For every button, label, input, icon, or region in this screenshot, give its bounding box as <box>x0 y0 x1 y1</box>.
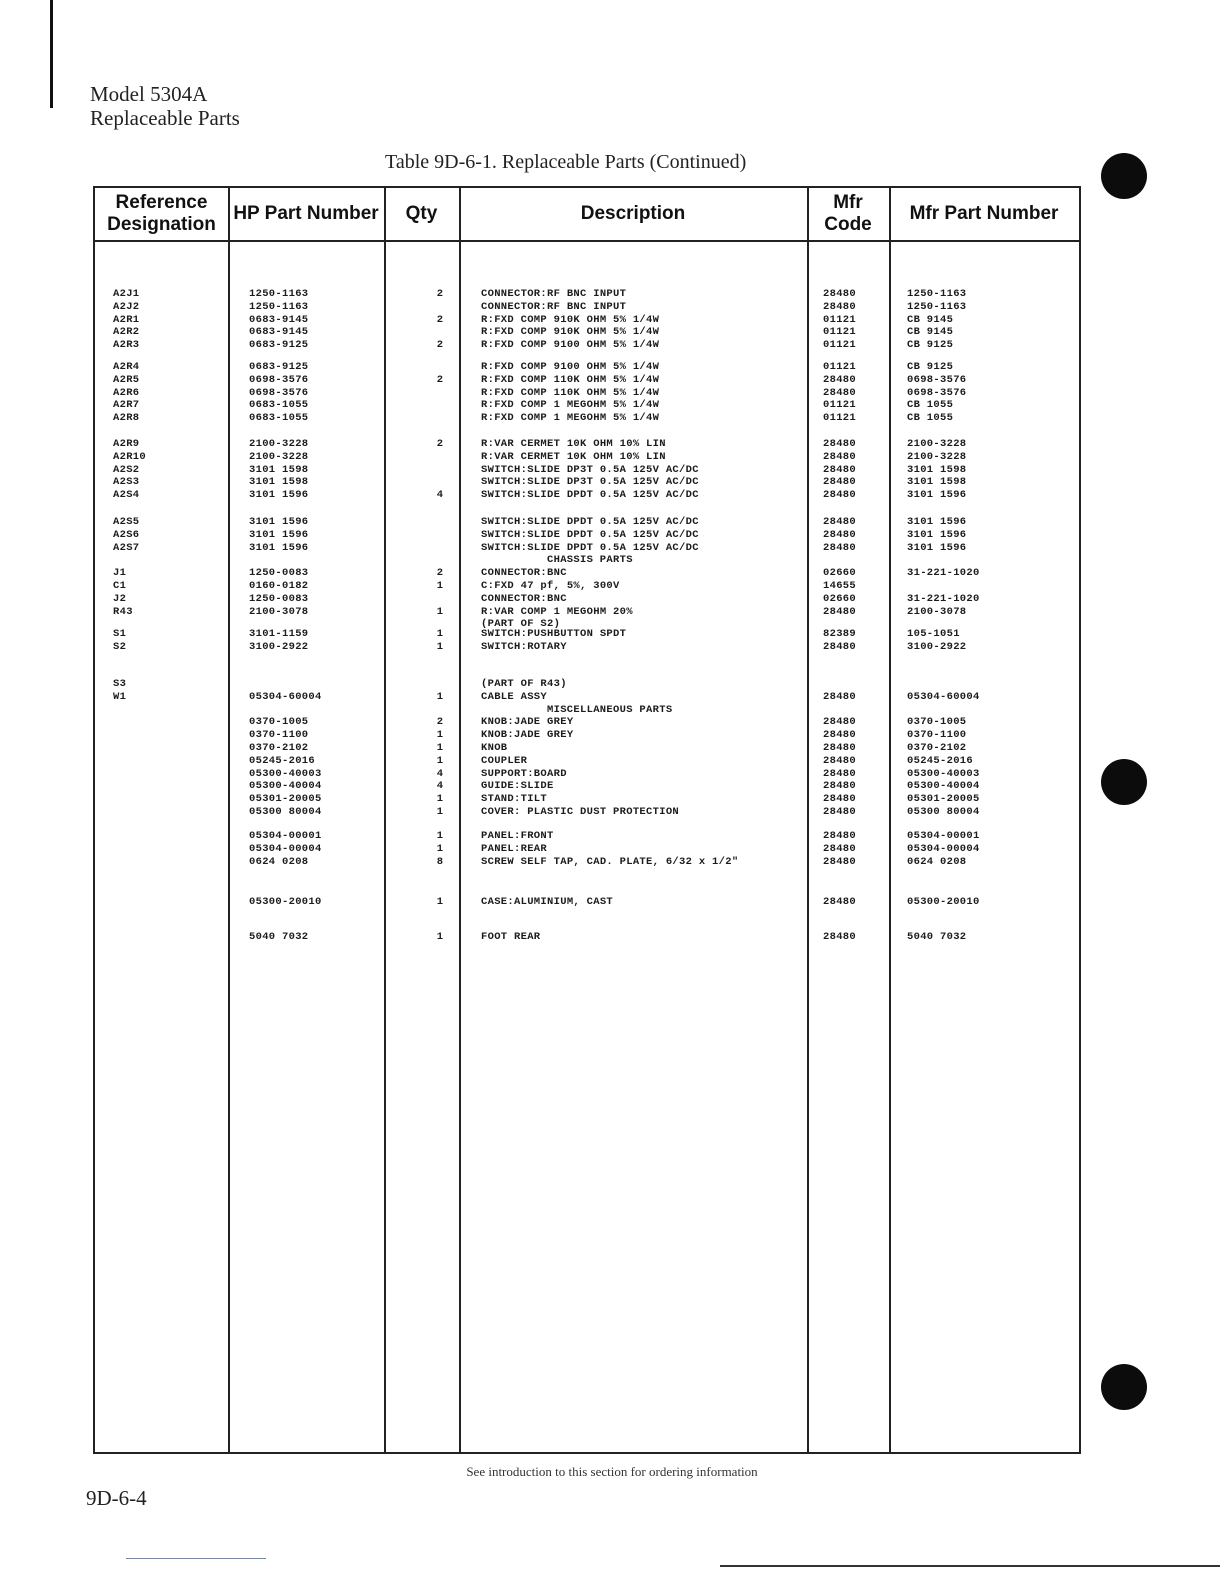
mfr-code-cell: 28480 <box>823 855 857 868</box>
description-cell: C:FXD 47 pf, 5%, 300V <box>481 580 620 592</box>
description-cell: SWITCH:SLIDE DPDT 0.5A 125V AC/DC <box>481 516 699 528</box>
description-cell: SCREW SELF TAP, CAD. PLATE, 6/32 x 1/2" <box>481 855 739 868</box>
description-cell: SWITCH:SLIDE DP3T 0.5A 125V AC/DC <box>481 476 699 489</box>
hp-part-number-cell: 2100-3228 <box>249 450 309 463</box>
hp-part-number-cell: 05304-00004 <box>249 842 322 855</box>
reference-designation-cell: S3 <box>113 678 127 690</box>
table-row <box>95 580 1079 593</box>
qty-cell: 4 <box>436 767 444 780</box>
description-cell: SUPPORT:BOARD <box>481 767 567 780</box>
table-row <box>95 451 1079 464</box>
qty-cell: 1 <box>436 580 444 592</box>
mfr-part-number-cell: 05300 80004 <box>907 806 980 818</box>
mfr-code-cell: 28480 <box>823 541 857 554</box>
hp-part-number-cell: 0370-1100 <box>249 729 309 742</box>
reference-designation-cell: A2R5 <box>113 373 140 386</box>
qty-cell: 1 <box>436 830 444 842</box>
description-cell: CASE:ALUMINIUM, CAST <box>481 896 614 908</box>
section-heading-row <box>95 554 1079 567</box>
section-heading-row <box>95 704 1079 717</box>
mfr-part-number-cell: 1250-1163 <box>907 288 967 300</box>
table-row <box>95 606 1079 619</box>
hp-part-number-cell: 1250-1163 <box>249 300 309 313</box>
table-title: Table 9D-6-1. Replaceable Parts (Continued) <box>385 151 747 173</box>
bottom-rule <box>126 1558 266 1559</box>
mfr-code-cell: 28480 <box>823 830 857 842</box>
description-cell: SWITCH:ROTARY <box>481 640 567 653</box>
reference-designation-cell: A2J2 <box>113 300 140 313</box>
table-row <box>95 476 1079 489</box>
mfr-part-number-cell: CB 9125 <box>907 361 954 373</box>
reference-designation-cell: A2R1 <box>113 313 140 326</box>
qty-cell: 1 <box>436 742 444 754</box>
mfr-part-number-cell: CB 9145 <box>907 313 954 326</box>
qty-cell: 1 <box>436 896 444 908</box>
mfr-part-number-cell: 3101 1598 <box>907 476 967 489</box>
table-row <box>95 768 1079 781</box>
table-row <box>95 399 1079 412</box>
table-row <box>95 288 1079 301</box>
mfr-code-cell: 28480 <box>823 386 857 399</box>
description-cell: R:FXD COMP 910K OHM 5% 1/4W <box>481 326 660 339</box>
description-cell: KNOB:JADE GREY <box>481 716 574 729</box>
mfr-part-number-cell: 105-1051 <box>907 628 960 640</box>
table-row <box>95 489 1079 502</box>
mfr-code-cell: 28480 <box>823 489 857 502</box>
reference-designation-cell: A2R9 <box>113 438 140 450</box>
punch-hole-middle <box>1101 759 1147 805</box>
model-title: Model 5304A <box>90 82 208 106</box>
col-header-reference-designation: Reference Designation <box>107 192 216 235</box>
table-row <box>95 641 1079 654</box>
mfr-part-number-cell: 31-221-1020 <box>907 567 980 580</box>
hp-part-number-cell: 1250-0083 <box>249 592 309 605</box>
reference-designation-cell: A2R6 <box>113 386 140 399</box>
description-cell: SWITCH:SLIDE DPDT 0.5A 125V AC/DC <box>481 541 699 554</box>
mfr-code-cell: 28480 <box>823 780 857 793</box>
table-row <box>95 464 1079 477</box>
hp-part-number-cell: 3101 1596 <box>249 489 309 502</box>
table-row <box>95 438 1079 451</box>
mfr-code-cell: 02660 <box>823 567 857 580</box>
table-row <box>95 593 1079 606</box>
mfr-code-cell: 28480 <box>823 463 857 476</box>
qty-cell: 8 <box>436 855 444 868</box>
reference-designation-cell: A2R8 <box>113 412 140 425</box>
qty-cell: 2 <box>436 373 444 386</box>
qty-cell: 1 <box>436 931 444 943</box>
mfr-part-number-cell: 3101 1598 <box>907 463 967 476</box>
hp-part-number-cell: 05304-00001 <box>249 830 322 842</box>
description-cell: CONNECTOR:BNC <box>481 592 567 605</box>
mfr-part-number-cell: 05304-60004 <box>907 690 980 703</box>
description-cell: KNOB <box>481 742 508 754</box>
description-cell: CONNECTOR:RF BNC INPUT <box>481 300 627 313</box>
hp-part-number-cell: 3101 1596 <box>249 541 309 554</box>
reference-designation-cell: A2S4 <box>113 489 140 502</box>
qty-cell: 4 <box>436 780 444 793</box>
mfr-code-cell: 28480 <box>823 842 857 855</box>
table-row <box>95 339 1079 352</box>
hp-part-number-cell: 0683-9125 <box>249 361 309 373</box>
qty-cell: 2 <box>436 339 444 352</box>
mfr-part-number-cell: 0624 0208 <box>907 855 967 868</box>
table-row <box>95 716 1079 729</box>
description-cell: STAND:TILT <box>481 793 548 806</box>
description-cell: CONNECTOR:BNC <box>481 567 567 580</box>
mfr-code-cell: 28480 <box>823 742 857 754</box>
mfr-part-number-cell: 05245-2016 <box>907 754 974 767</box>
table-row <box>95 780 1079 793</box>
table-row <box>95 516 1079 529</box>
hp-part-number-cell: 05300-20010 <box>249 896 322 908</box>
mfr-code-cell: 28480 <box>823 450 857 463</box>
description-cell: R:VAR CERMET 10K OHM 10% LIN <box>481 450 666 463</box>
reference-designation-cell: A2R4 <box>113 361 140 373</box>
mfr-part-number-cell: 05301-20005 <box>907 793 980 806</box>
mfr-code-cell: 01121 <box>823 313 857 326</box>
description-cell: CONNECTOR:RF BNC INPUT <box>481 288 627 300</box>
punch-hole-top <box>1101 153 1147 199</box>
description-cell: KNOB:JADE GREY <box>481 729 574 742</box>
mfr-code-cell: 28480 <box>823 438 857 450</box>
page-number: 9D-6-4 <box>86 1486 147 1510</box>
hp-part-number-cell: 1250-0083 <box>249 567 309 580</box>
mfr-part-number-cell: 3101 1596 <box>907 516 967 528</box>
qty-cell: 2 <box>436 288 444 300</box>
hp-part-number-cell: 1250-1163 <box>249 288 309 300</box>
qty-cell: 1 <box>436 729 444 742</box>
hp-part-number-cell: 5040 7032 <box>249 931 309 943</box>
hp-part-number-cell: 05300 80004 <box>249 806 322 818</box>
mfr-part-number-cell: 0370-2102 <box>907 742 967 754</box>
table-row <box>95 387 1079 400</box>
hp-part-number-cell: 3101-1159 <box>249 628 309 640</box>
reference-designation-cell: S2 <box>113 640 127 653</box>
description-cell: PANEL:REAR <box>481 842 548 855</box>
table-row <box>95 412 1079 425</box>
mfr-code-cell: 01121 <box>823 412 857 425</box>
qty-cell: 2 <box>436 313 444 326</box>
mfr-part-number-cell: 5040 7032 <box>907 931 967 943</box>
mfr-code-cell: 28480 <box>823 767 857 780</box>
mfr-code-cell: 28480 <box>823 793 857 806</box>
qty-cell: 2 <box>436 567 444 580</box>
table-row <box>95 843 1079 856</box>
hp-part-number-cell: 0683-1055 <box>249 412 309 425</box>
description-cell: (PART OF S2) <box>481 618 561 631</box>
mfr-part-number-cell: 05300-40004 <box>907 780 980 793</box>
hp-part-number-cell: 0370-1005 <box>249 716 309 729</box>
description-cell: COUPLER <box>481 754 528 767</box>
mfr-part-number-cell: 1250-1163 <box>907 300 967 313</box>
reference-designation-cell: C1 <box>113 580 127 592</box>
mfr-code-cell: 28480 <box>823 300 857 313</box>
mfr-part-number-cell: 05304-00001 <box>907 830 980 842</box>
qty-cell: 1 <box>436 605 444 618</box>
reference-designation-cell: A2S5 <box>113 516 140 528</box>
table-row <box>95 529 1079 542</box>
mfr-part-number-cell: 3101 1596 <box>907 541 967 554</box>
hp-part-number-cell: 0698-3576 <box>249 373 309 386</box>
hp-part-number-cell: 05304-60004 <box>249 690 322 703</box>
description-cell: CABLE ASSY <box>481 690 548 703</box>
reference-designation-cell: A2S6 <box>113 528 140 541</box>
mfr-part-number-cell: 2100-3228 <box>907 438 967 450</box>
table-row <box>95 793 1079 806</box>
section-title: Replaceable Parts <box>90 106 240 130</box>
reference-designation-cell: A2R7 <box>113 399 140 412</box>
mfr-code-cell: 28480 <box>823 288 857 300</box>
mfr-code-cell: 01121 <box>823 361 857 373</box>
mfr-part-number-cell: 31-221-1020 <box>907 592 980 605</box>
mfr-code-cell: 28480 <box>823 729 857 742</box>
page-header <box>90 82 240 130</box>
mfr-code-cell: 14655 <box>823 580 857 592</box>
reference-designation-cell: A2J1 <box>113 288 140 300</box>
table-row <box>95 742 1079 755</box>
description-cell: GUIDE:SLIDE <box>481 780 554 793</box>
qty-cell: 1 <box>436 806 444 818</box>
mfr-code-cell: 28480 <box>823 690 857 703</box>
description-cell: SWITCH:SLIDE DPDT 0.5A 125V AC/DC <box>481 489 699 502</box>
hp-part-number-cell: 3101 1596 <box>249 516 309 528</box>
description-cell: (PART OF R43) <box>481 678 567 690</box>
reference-designation-cell: A2R2 <box>113 326 140 339</box>
mfr-code-cell: 28480 <box>823 373 857 386</box>
hp-part-number-cell: 05301-20005 <box>249 793 322 806</box>
mfr-part-number-cell: 2100-3078 <box>907 605 967 618</box>
description-cell: R:FXD COMP 910K OHM 5% 1/4W <box>481 313 660 326</box>
col-header-mfr-code: Mfr Code <box>824 192 872 235</box>
hp-part-number-cell: 0624 0208 <box>249 855 309 868</box>
table-row <box>95 729 1079 742</box>
reference-designation-cell: A2R3 <box>113 339 140 352</box>
table-row <box>95 326 1079 339</box>
description-cell: R:FXD COMP 1 MEGOHM 5% 1/4W <box>481 399 660 412</box>
mfr-part-number-cell: 05304-00004 <box>907 842 980 855</box>
mfr-code-cell: 28480 <box>823 605 857 618</box>
hp-part-number-cell: 05300-40004 <box>249 780 322 793</box>
reference-designation-cell: W1 <box>113 690 127 703</box>
hp-part-number-cell: 0683-1055 <box>249 399 309 412</box>
mfr-code-cell: 01121 <box>823 339 857 352</box>
description-cell: R:FXD COMP 9100 OHM 5% 1/4W <box>481 361 660 373</box>
description-cell: CHASSIS PARTS <box>547 554 633 567</box>
bottom-rule <box>720 1565 1220 1567</box>
mfr-part-number-cell: CB 1055 <box>907 399 954 412</box>
description-cell: COVER: PLASTIC DUST PROTECTION <box>481 806 680 818</box>
binding-mark <box>50 0 53 108</box>
mfr-part-number-cell: 3101 1596 <box>907 528 967 541</box>
mfr-code-cell: 28480 <box>823 931 857 943</box>
table-row <box>95 896 1079 909</box>
mfr-code-cell: 28480 <box>823 716 857 729</box>
description-cell: R:FXD COMP 110K OHM 5% 1/4W <box>481 386 660 399</box>
description-cell: R:FXD COMP 1 MEGOHM 5% 1/4W <box>481 412 660 425</box>
mfr-part-number-cell: 0698-3576 <box>907 386 967 399</box>
hp-part-number-cell: 3101 1598 <box>249 476 309 489</box>
table-row <box>95 856 1079 869</box>
hp-part-number-cell: 3100-2922 <box>249 640 309 653</box>
table-row <box>95 361 1079 374</box>
col-header-mfr-part-number: Mfr Part Number <box>909 203 1059 224</box>
footer-note: See introduction to this section for ordering information <box>466 1464 758 1479</box>
description-cell: MISCELLANEOUS PARTS <box>547 703 673 716</box>
reference-designation-cell: J2 <box>113 592 127 605</box>
table-row <box>95 314 1079 327</box>
mfr-part-number-cell: 0370-1100 <box>907 729 967 742</box>
reference-designation-cell: J1 <box>113 567 127 580</box>
hp-part-number-cell: 0370-2102 <box>249 742 309 754</box>
mfr-code-cell: 28480 <box>823 528 857 541</box>
qty-cell: 2 <box>436 438 444 450</box>
table-row <box>95 830 1079 843</box>
table-row <box>95 301 1079 314</box>
description-cell: R:FXD COMP 9100 OHM 5% 1/4W <box>481 339 660 352</box>
mfr-part-number-cell: 0698-3576 <box>907 373 967 386</box>
parts-table <box>93 186 1081 1454</box>
mfr-code-cell: 28480 <box>823 754 857 767</box>
mfr-part-number-cell: 05300-40003 <box>907 767 980 780</box>
description-cell: SWITCH:SLIDE DP3T 0.5A 125V AC/DC <box>481 463 699 476</box>
qty-cell: 1 <box>436 690 444 703</box>
mfr-part-number-cell: CB 1055 <box>907 412 954 425</box>
description-cell: FOOT REAR <box>481 931 541 943</box>
mfr-code-cell: 28480 <box>823 806 857 818</box>
reference-designation-cell: A2S7 <box>113 541 140 554</box>
table-row <box>95 678 1079 691</box>
table-row <box>95 931 1079 944</box>
table-row <box>95 628 1079 641</box>
hp-part-number-cell: 0698-3576 <box>249 386 309 399</box>
col-header-description: Description <box>580 203 686 224</box>
hp-part-number-cell: 05300-40003 <box>249 767 322 780</box>
hp-part-number-cell: 05245-2016 <box>249 754 316 767</box>
reference-designation-cell: S1 <box>113 628 127 640</box>
hp-part-number-cell: 0683-9145 <box>249 326 309 339</box>
description-cell: PANEL:FRONT <box>481 830 554 842</box>
hp-part-number-cell: 0160-0182 <box>249 580 309 592</box>
reference-designation-cell: R43 <box>113 605 133 618</box>
mfr-code-cell: 01121 <box>823 399 857 412</box>
hp-part-number-cell: 3101 1596 <box>249 528 309 541</box>
punch-hole-bottom <box>1101 1364 1147 1410</box>
reference-designation-cell: A2S2 <box>113 463 140 476</box>
description-cell: SWITCH:SLIDE DPDT 0.5A 125V AC/DC <box>481 528 699 541</box>
mfr-part-number-cell: 2100-3228 <box>907 450 967 463</box>
mfr-code-cell: 28480 <box>823 640 857 653</box>
reference-designation-cell: A2R10 <box>113 450 147 463</box>
col-header-hp-part-number: HP Part Number <box>233 203 379 224</box>
table-row <box>95 691 1079 704</box>
qty-cell: 1 <box>436 628 444 640</box>
col-header-qty: Qty <box>405 203 438 224</box>
hp-part-number-cell: 0683-9125 <box>249 339 309 352</box>
qty-cell: 1 <box>436 640 444 653</box>
mfr-code-cell: 02660 <box>823 592 857 605</box>
mfr-part-number-cell: CB 9145 <box>907 326 954 339</box>
description-cell: SWITCH:PUSHBUTTON SPDT <box>481 628 627 640</box>
mfr-part-number-cell: 05300-20010 <box>907 896 980 908</box>
header-divider <box>95 240 1079 242</box>
description-cell: R:FXD COMP 110K OHM 5% 1/4W <box>481 373 660 386</box>
mfr-code-cell: 28480 <box>823 516 857 528</box>
description-cell: R:VAR COMP 1 MEGOHM 20% <box>481 605 633 618</box>
mfr-part-number-cell: CB 9125 <box>907 339 954 352</box>
description-cell: R:VAR CERMET 10K OHM 10% LIN <box>481 438 666 450</box>
hp-part-number-cell: 0683-9145 <box>249 313 309 326</box>
qty-cell: 1 <box>436 842 444 855</box>
hp-part-number-cell: 3101 1598 <box>249 463 309 476</box>
mfr-code-cell: 28480 <box>823 476 857 489</box>
qty-cell: 4 <box>436 489 444 502</box>
table-row <box>95 374 1079 387</box>
table-row <box>95 806 1079 819</box>
reference-designation-cell: A2S3 <box>113 476 140 489</box>
qty-cell: 1 <box>436 793 444 806</box>
mfr-code-cell: 82389 <box>823 628 857 640</box>
table-row <box>95 567 1079 580</box>
mfr-part-number-cell: 3100-2922 <box>907 640 967 653</box>
table-row <box>95 755 1079 768</box>
qty-cell: 2 <box>436 716 444 729</box>
qty-cell: 1 <box>436 754 444 767</box>
table-row <box>95 542 1079 555</box>
hp-part-number-cell: 2100-3078 <box>249 605 309 618</box>
mfr-code-cell: 01121 <box>823 326 857 339</box>
hp-part-number-cell: 2100-3228 <box>249 438 309 450</box>
mfr-part-number-cell: 0370-1005 <box>907 716 967 729</box>
mfr-part-number-cell: 3101 1596 <box>907 489 967 502</box>
mfr-code-cell: 28480 <box>823 896 857 908</box>
